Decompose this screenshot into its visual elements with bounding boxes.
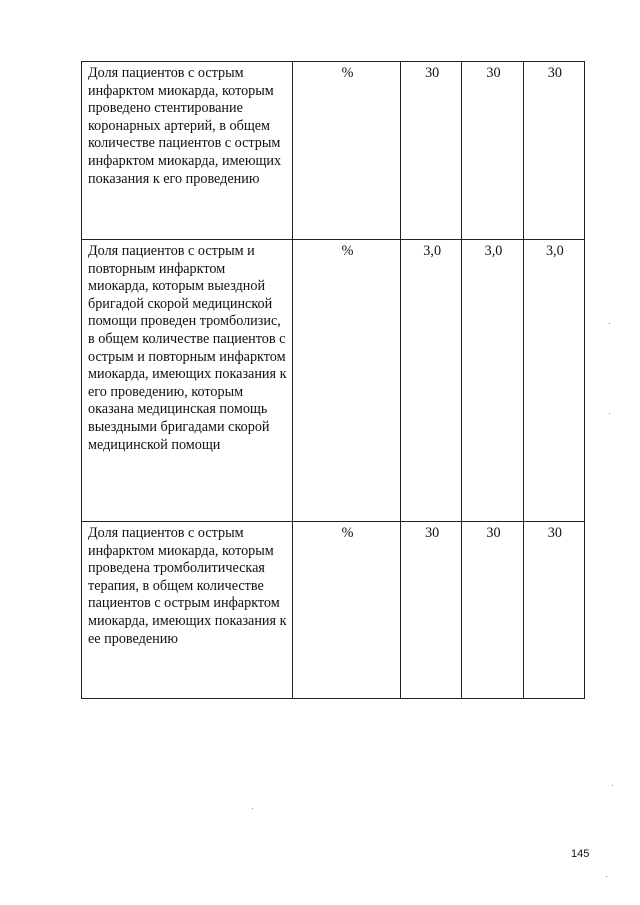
value-cell-year-2: 3,0 bbox=[462, 240, 523, 522]
unit-cell: % bbox=[293, 240, 401, 522]
indicator-name-cell: Доля пациентов с острым и повторным инфарктом миокарда, которым выездной бригадой скорой медицинской помощи проведен тромболизис, в общем количестве пациентов с острым и повторным инфарктом миокарда, имеющих показания к его проведению, которым оказана медицинская помощь выездными бригадами скорой медицинской помощи bbox=[82, 240, 293, 522]
unit-cell: % bbox=[293, 522, 401, 699]
value-cell-year-1: 3,0 bbox=[401, 240, 462, 522]
unit-cell: % bbox=[293, 62, 401, 240]
indicators-table bbox=[81, 61, 585, 699]
table-row bbox=[82, 62, 585, 240]
page-number: 145 bbox=[571, 848, 590, 860]
scan-speck bbox=[609, 323, 610, 324]
table-row bbox=[82, 522, 585, 699]
value-cell-year-1: 30 bbox=[401, 522, 462, 699]
value-cell-year-2: 30 bbox=[462, 522, 523, 699]
value-cell-year-3: 30 bbox=[523, 62, 584, 240]
scan-speck bbox=[252, 808, 253, 809]
scan-speck bbox=[609, 413, 610, 414]
indicator-name-cell: Доля пациентов с острым инфарктом миокарда, которым проведено стентирование коронарных артерий, в общем количестве пациентов с острым инфарктом миокарда, имеющих показания к его проведению bbox=[82, 62, 293, 240]
scan-speck bbox=[606, 876, 607, 877]
value-cell-year-3: 3,0 bbox=[523, 240, 584, 522]
indicator-name-cell: Доля пациентов с острым инфарктом миокарда, которым проведена тромболитическая терапия, в общем количестве пациентов с острым инфарктом миокарда, имеющих показания к ее проведению bbox=[82, 522, 293, 699]
scan-speck bbox=[612, 785, 613, 786]
value-cell-year-3: 30 bbox=[523, 522, 584, 699]
value-cell-year-1: 30 bbox=[401, 62, 462, 240]
table-row bbox=[82, 240, 585, 522]
value-cell-year-2: 30 bbox=[462, 62, 523, 240]
